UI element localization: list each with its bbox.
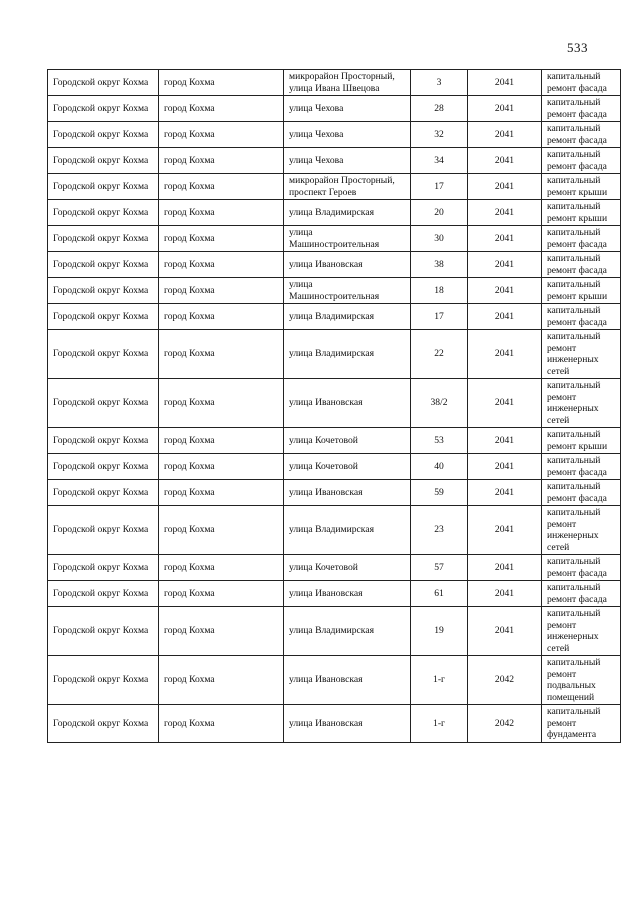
district-cell: Городской округ Кохма [48,70,159,96]
street-cell: улица Ивановская [284,379,411,428]
work-type-cell: капитальный ремонт фасада [542,304,621,330]
table-body [48,70,621,743]
table-row [48,454,621,480]
house-number-cell: 28 [411,96,468,122]
table-row [48,506,621,555]
table-row [48,581,621,607]
table-row [48,304,621,330]
house-number-cell: 32 [411,122,468,148]
work-type-cell: капитальный ремонт инженерных сетей [542,506,621,555]
work-type-cell: капитальный ремонт крыши [542,278,621,304]
work-type-cell: капитальный ремонт крыши [542,428,621,454]
year-cell: 2041 [468,278,542,304]
year-cell: 2041 [468,252,542,278]
city-cell: город Кохма [159,555,284,581]
year-cell: 2041 [468,148,542,174]
city-cell: город Кохма [159,330,284,379]
year-cell: 2041 [468,226,542,252]
work-type-cell: капитальный ремонт фасада [542,148,621,174]
street-cell: улица Кочетовой [284,555,411,581]
table-row [48,174,621,200]
house-number-cell: 22 [411,330,468,379]
house-number-cell: 1-г [411,705,468,743]
year-cell: 2042 [468,656,542,705]
street-cell: улица Ивановская [284,581,411,607]
house-number-cell: 17 [411,304,468,330]
district-cell: Городской округ Кохма [48,174,159,200]
street-cell: микрорайон Просторный, проспект Героев [284,174,411,200]
street-cell: улица Чехова [284,122,411,148]
work-type-cell: капитальный ремонт фасада [542,70,621,96]
year-cell: 2041 [468,506,542,555]
district-cell: Городской округ Кохма [48,705,159,743]
district-cell: Городской округ Кохма [48,330,159,379]
table-row [48,480,621,506]
table-row [48,226,621,252]
house-number-cell: 59 [411,480,468,506]
city-cell: город Кохма [159,480,284,506]
year-cell: 2041 [468,200,542,226]
street-cell: улица Ивановская [284,705,411,743]
district-cell: Городской округ Кохма [48,252,159,278]
year-cell: 2041 [468,428,542,454]
district-cell: Городской округ Кохма [48,148,159,174]
work-type-cell: капитальный ремонт фасада [542,96,621,122]
table-row [48,555,621,581]
table-row [48,200,621,226]
street-cell: улица Владимирская [284,506,411,555]
street-cell: улица Ивановская [284,480,411,506]
table-row [48,428,621,454]
district-cell: Городской округ Кохма [48,379,159,428]
district-cell: Городской округ Кохма [48,122,159,148]
year-cell: 2041 [468,304,542,330]
city-cell: город Кохма [159,454,284,480]
year-cell: 2041 [468,70,542,96]
district-cell: Городской округ Кохма [48,200,159,226]
table-row [48,70,621,96]
district-cell: Городской округ Кохма [48,506,159,555]
house-number-cell: 40 [411,454,468,480]
district-cell: Городской округ Кохма [48,454,159,480]
repair-schedule-table [47,69,621,743]
year-cell: 2041 [468,96,542,122]
house-number-cell: 18 [411,278,468,304]
house-number-cell: 23 [411,506,468,555]
work-type-cell: капитальный ремонт фундамента [542,705,621,743]
work-type-cell: капитальный ремонт крыши [542,200,621,226]
year-cell: 2041 [468,581,542,607]
street-cell: улица Владимирская [284,200,411,226]
city-cell: город Кохма [159,304,284,330]
year-cell: 2041 [468,330,542,379]
page-number: 533 [567,40,588,55]
table-row [48,656,621,705]
work-type-cell: капитальный ремонт инженерных сетей [542,379,621,428]
house-number-cell: 3 [411,70,468,96]
district-cell: Городской округ Кохма [48,555,159,581]
street-cell: улица Кочетовой [284,428,411,454]
year-cell: 2041 [468,454,542,480]
city-cell: город Кохма [159,656,284,705]
street-cell: улица Владимирская [284,304,411,330]
city-cell: город Кохма [159,148,284,174]
house-number-cell: 1-г [411,656,468,705]
district-cell: Городской округ Кохма [48,226,159,252]
table-row [48,122,621,148]
street-cell: улица Машиностроительная [284,226,411,252]
work-type-cell: капитальный ремонт фасада [542,555,621,581]
city-cell: город Кохма [159,428,284,454]
city-cell: город Кохма [159,174,284,200]
city-cell: город Кохма [159,379,284,428]
work-type-cell: капитальный ремонт фасада [542,226,621,252]
work-type-cell: капитальный ремонт подвальных помещений [542,656,621,705]
street-cell: улица Владимирская [284,330,411,379]
district-cell: Городской округ Кохма [48,480,159,506]
year-cell: 2041 [468,174,542,200]
city-cell: город Кохма [159,581,284,607]
table-row [48,330,621,379]
street-cell: улица Владимирская [284,607,411,656]
house-number-cell: 19 [411,607,468,656]
house-number-cell: 38 [411,252,468,278]
table-row [48,379,621,428]
house-number-cell: 34 [411,148,468,174]
city-cell: город Кохма [159,705,284,743]
street-cell: улица Ивановская [284,656,411,705]
street-cell: улица Машиностроительная [284,278,411,304]
district-cell: Городской округ Кохма [48,278,159,304]
house-number-cell: 30 [411,226,468,252]
street-cell: улица Чехова [284,96,411,122]
house-number-cell: 61 [411,581,468,607]
city-cell: город Кохма [159,252,284,278]
table-row [48,252,621,278]
house-number-cell: 20 [411,200,468,226]
street-cell: микрорайон Просторный, улица Ивана Швецова [284,70,411,96]
table-row [48,96,621,122]
year-cell: 2041 [468,480,542,506]
house-number-cell: 53 [411,428,468,454]
year-cell: 2042 [468,705,542,743]
street-cell: улица Чехова [284,148,411,174]
city-cell: город Кохма [159,96,284,122]
work-type-cell: капитальный ремонт фасада [542,252,621,278]
district-cell: Городской округ Кохма [48,656,159,705]
city-cell: город Кохма [159,226,284,252]
work-type-cell: капитальный ремонт инженерных сетей [542,330,621,379]
table-row [48,607,621,656]
district-cell: Городской округ Кохма [48,96,159,122]
street-cell: улица Кочетовой [284,454,411,480]
district-cell: Городской округ Кохма [48,428,159,454]
work-type-cell: капитальный ремонт крыши [542,174,621,200]
street-cell: улица Ивановская [284,252,411,278]
table-row [48,278,621,304]
city-cell: город Кохма [159,70,284,96]
work-type-cell: капитальный ремонт фасада [542,581,621,607]
table-row [48,705,621,743]
district-cell: Городской округ Кохма [48,304,159,330]
city-cell: город Кохма [159,200,284,226]
house-number-cell: 17 [411,174,468,200]
city-cell: город Кохма [159,506,284,555]
house-number-cell: 57 [411,555,468,581]
work-type-cell: капитальный ремонт фасада [542,480,621,506]
district-cell: Городской округ Кохма [48,581,159,607]
work-type-cell: капитальный ремонт инженерных сетей [542,607,621,656]
district-cell: Городской округ Кохма [48,607,159,656]
city-cell: город Кохма [159,278,284,304]
year-cell: 2041 [468,555,542,581]
table-row [48,148,621,174]
work-type-cell: капитальный ремонт фасада [542,122,621,148]
year-cell: 2041 [468,607,542,656]
city-cell: город Кохма [159,122,284,148]
city-cell: город Кохма [159,607,284,656]
year-cell: 2041 [468,379,542,428]
house-number-cell: 38/2 [411,379,468,428]
year-cell: 2041 [468,122,542,148]
work-type-cell: капитальный ремонт фасада [542,454,621,480]
